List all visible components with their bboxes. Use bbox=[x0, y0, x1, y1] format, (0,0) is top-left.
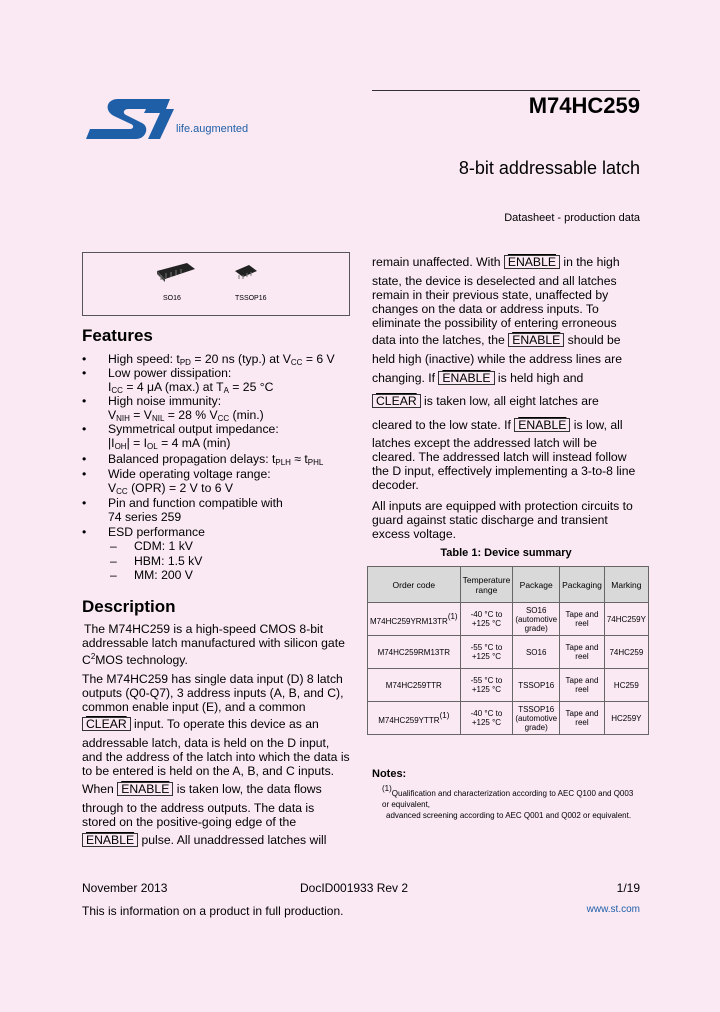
desc-right-line: cleared to the low state. If ENABLE is low, all bbox=[372, 418, 623, 432]
so16-package-image bbox=[153, 261, 197, 285]
table-cell: 74HC259Y bbox=[604, 603, 648, 636]
table-cell: TSSOP16 bbox=[513, 669, 560, 702]
desc-line: stored on the positive-going edge of the bbox=[82, 815, 297, 829]
desc-right-line: All inputs are equipped with protection circuits to bbox=[372, 499, 633, 513]
table-header: Packaging bbox=[560, 567, 605, 603]
table-cell: -40 °C to +125 °C bbox=[460, 603, 513, 636]
desc-right-line: latches except the addressed latch will be bbox=[372, 436, 597, 450]
package-label-so16: SO16 bbox=[163, 295, 181, 302]
table-cell: 74HC259 bbox=[604, 636, 648, 669]
table-cell: SO16 bbox=[513, 636, 560, 669]
features-title: Features bbox=[82, 326, 153, 345]
note-1: (1)Qualification and characterization according to AEC Q100 and Q003 or equivalent, advanced screening according to AEC Q001 and Q002 or equivalent. bbox=[382, 784, 634, 820]
desc-line: CLEAR input. To operate this device as an bbox=[82, 717, 319, 731]
desc-right-line: remain unaffected. With ENABLE in the high bbox=[372, 255, 620, 269]
table-cell: M74HC259TTR bbox=[368, 669, 461, 702]
footer-url[interactable]: www.st.com bbox=[586, 904, 640, 915]
table-header: Order code bbox=[368, 567, 461, 603]
table-cell: -55 °C to +125 °C bbox=[460, 636, 513, 669]
table-header: Marking bbox=[604, 567, 648, 603]
desc-line: through to the address outputs. The data is bbox=[82, 801, 315, 815]
desc-line: The M74HC259 is a high-speed CMOS 8-bit bbox=[84, 622, 324, 636]
desc-line: ENABLE pulse. All unaddressed latches will bbox=[82, 833, 326, 847]
tssop16-package-image bbox=[231, 261, 261, 285]
table-cell: SO16 (automotive grade) bbox=[513, 603, 560, 636]
desc-line: $C^2MOS$ technology. bbox=[82, 652, 188, 667]
st-logo bbox=[84, 97, 274, 141]
table-cell: M74HC259YRM13TR(1) bbox=[368, 603, 461, 636]
table-cell: Tape and reel bbox=[560, 603, 605, 636]
package-label-tssop16: TSSOP16 bbox=[235, 295, 267, 302]
desc-right-line: state, the device is deselected and all latches bbox=[372, 274, 617, 288]
table-cell: Tape and reel bbox=[560, 636, 605, 669]
table-row bbox=[368, 669, 649, 702]
table-cell: Tape and reel bbox=[560, 669, 605, 702]
table-cell: Tape and reel bbox=[560, 702, 605, 735]
table-header: Package bbox=[513, 567, 560, 603]
header-rule bbox=[372, 90, 640, 91]
table-cell: M74HC259YTTR(1) bbox=[368, 702, 461, 735]
table-cell: HC259 bbox=[604, 669, 648, 702]
table-header: Temperature range bbox=[460, 567, 513, 603]
table-cell: HC259Y bbox=[604, 702, 648, 735]
footer-docid: DocID001933 Rev 2 bbox=[300, 881, 409, 895]
desc-line: addressable latch manufactured with silicon gate bbox=[82, 636, 345, 650]
footer-date: November 2013 bbox=[82, 881, 168, 895]
logo-tagline: life.augmented bbox=[176, 123, 249, 135]
table-row bbox=[368, 702, 649, 735]
desc-line: When ENABLE is taken low, the data flows bbox=[82, 782, 322, 796]
desc-line: addressable latch, data is held on the D input, bbox=[82, 736, 330, 750]
table-row bbox=[368, 603, 649, 636]
subtitle: 8-bit addressable latch bbox=[458, 158, 640, 178]
desc-right-line: held high (inactive) while the address lines are bbox=[372, 352, 622, 366]
desc-right-line: excess voltage. bbox=[372, 527, 457, 541]
desc-right-line: data into the latches, the ENABLE should be bbox=[372, 333, 621, 347]
part-number: M74HC259 bbox=[528, 93, 640, 118]
table-cell: TSSOP16 (automotive grade) bbox=[513, 702, 560, 735]
desc-line: common enable input (E), and a common bbox=[82, 700, 306, 714]
desc-right-line: CLEAR is taken low, all eight latches are bbox=[372, 394, 599, 408]
table-cell: -40 °C to +125 °C bbox=[460, 702, 513, 735]
table-title: Table 1: Device summary bbox=[440, 547, 572, 559]
desc-right-line: changing. If ENABLE is held high and bbox=[372, 371, 584, 385]
table-row bbox=[368, 636, 649, 669]
desc-line: outputs (Q0-Q7), 3 address inputs (A, B, and C), bbox=[82, 686, 344, 700]
doc-type: Datasheet - production data bbox=[504, 212, 640, 224]
desc-right-line: remain in their previous state, unaffected by bbox=[372, 288, 609, 302]
notes-title: Notes: bbox=[372, 768, 407, 780]
table-header-row bbox=[368, 567, 649, 603]
desc-line: to be entered is held on the A, B, and C inputs. bbox=[82, 764, 335, 778]
desc-right-line: changes on the data or address inputs. To bbox=[372, 302, 599, 316]
desc-right-line: guard against static discharge and transient bbox=[372, 513, 608, 527]
desc-line: The M74HC259 has single data input (D) 8 latch bbox=[82, 672, 343, 686]
desc-right-line: the D input, effectively implementing a 3-to-8 line bbox=[372, 464, 636, 478]
table-cell: M74HC259RM13TR bbox=[368, 636, 461, 669]
device-summary-table bbox=[367, 566, 649, 735]
package-box bbox=[82, 252, 350, 316]
desc-line: and the address of the latch into which the data is bbox=[82, 750, 350, 764]
desc-right-line: decoder. bbox=[372, 478, 419, 492]
desc-right-line: cleared. The addressed latch will instead follow bbox=[372, 450, 627, 464]
table-cell: -55 °C to +125 °C bbox=[460, 669, 513, 702]
description-title: Description bbox=[82, 597, 176, 616]
desc-right-line: eliminate the possibility of entering erroneous bbox=[372, 316, 617, 330]
footer-page: 1/19 bbox=[616, 881, 640, 895]
footer-production-note: This is information on a product in full production. bbox=[82, 904, 344, 918]
